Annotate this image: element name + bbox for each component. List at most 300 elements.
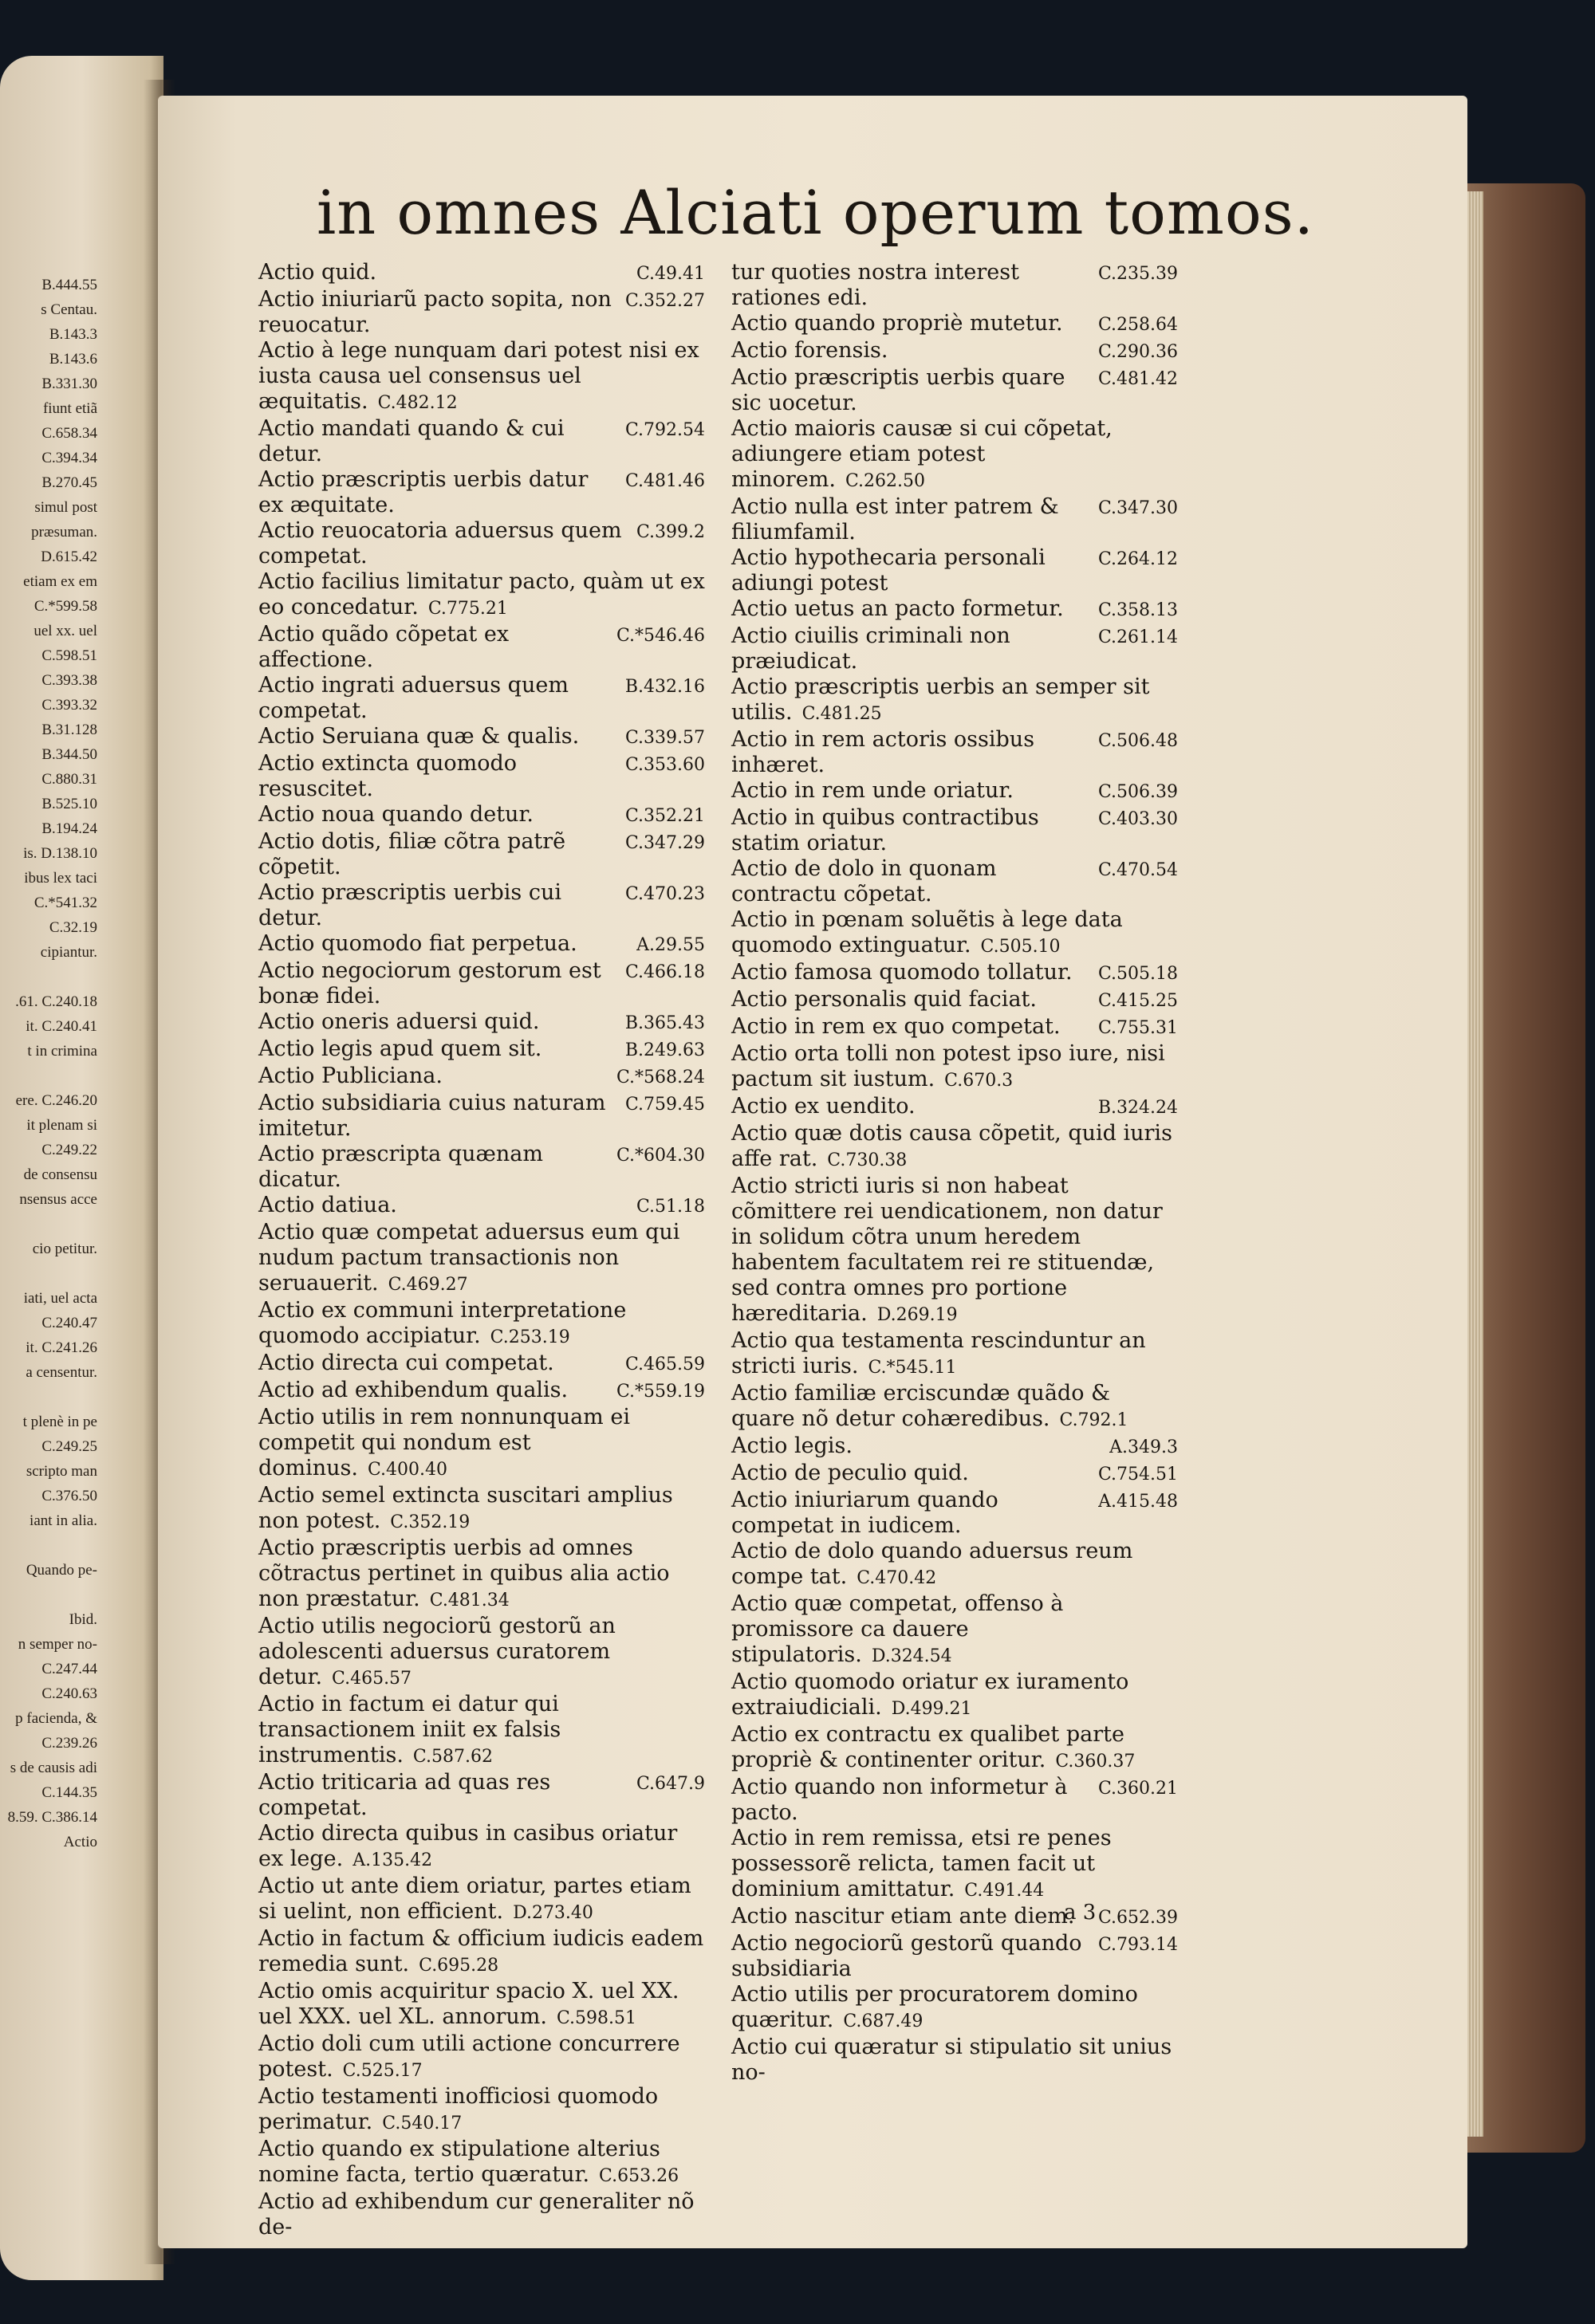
index-entry [731,1041,1178,1094]
entry-text: Actio quæ dotis causa cõpetit, quid iuris affe rat. [731,1121,1172,1171]
entry-text: Actio in rem remissa, etsi re penes possessorẽ relicta, tamen facit ut dominium amittatur. [731,1826,1112,1901]
entry-text: Actio hypothecaria personali adiungi potest [731,545,1046,596]
index-entry [731,805,1178,856]
entry-reference: C.647.9 [636,1774,705,1794]
index-entry [258,1979,705,2031]
entry-reference: A.349.3 [1109,1437,1178,1457]
entry-text: Actio stricti iuris si non habeat cõmittere rei uendicationem, non datur in solidum cõtra unum heredem habentem facultatem rei re stituendæ, sed contra omnes pro portione hæreditaria. [731,1174,1163,1326]
index-entry [731,596,1178,623]
margin-fragment: a censentur. [26,1364,97,1381]
entry-text: Actio cui quæratur si stipulatio sit unius no- [731,2035,1172,2085]
margin-fragment: D.615.42 [41,549,97,565]
index-entry [258,1036,705,1064]
index-entry [258,724,705,751]
entry-text: Actio negociorum gestorum est bonæ fidei. [258,958,601,1009]
entry-text: Actio utilis negociorũ gestorũ an adolescenti aduersus curatorem detur. [258,1614,616,1689]
index-entry [258,1351,705,1378]
index-entry [258,569,705,622]
entry-text: Actio in rem unde oriatur. [731,778,1014,803]
margin-fragment [0,1583,97,1607]
margin-fragment: it. C.240.41 [26,1018,97,1035]
entry-reference: C.465.59 [624,1355,705,1374]
index-entry [258,1614,705,1692]
entry-reference: C.506.48 [1097,731,1178,751]
entry-reference: C.352.19 [390,1512,471,1532]
index-entry [258,958,705,1009]
margin-fragment [0,1385,97,1410]
index-entry [258,751,705,802]
margin-fragment: C.144.35 [41,1784,97,1801]
margin-fragment: de consensu [23,1166,97,1183]
entry-text: Actio legis. [731,1433,853,1458]
margin-fragment: ibus lex taci [24,870,97,887]
entry-reference: C.415.25 [1097,991,1178,1011]
margin-fragment: C.*541.32 [33,895,97,911]
index-entry [258,1874,705,1926]
entry-reference: C.505.18 [1097,964,1178,984]
entry-text: Actio ad exhibendum cur generaliter nõ de- [258,2189,695,2239]
index-entry [258,467,705,518]
margin-fragment: C.880.31 [41,771,97,788]
entry-text: Actio orta tolli non potest ipso iure, nisi pactum sit iustum. [731,1041,1165,1091]
entry-text: Actio noua quando detur. [258,802,534,827]
entry-text: Actio quæ competat, offenso à promissore ca dauere stipulatoris. [731,1591,1064,1667]
margin-fragment: C.394.34 [41,450,97,466]
index-entry [731,1433,1178,1461]
entry-text: Actio subsidiaria cuius naturam imitetur. [258,1091,606,1141]
entry-reference: C.754.51 [1097,1465,1178,1484]
entry-reference: C.358.13 [1097,600,1178,620]
margin-fragment: Ibid. [69,1611,97,1628]
index-entry [731,856,1178,907]
entry-reference: C.598.51 [556,2008,636,2028]
entry-reference: A.135.42 [352,1850,433,1870]
index-entry [731,1775,1178,1826]
entry-reference: C.653.26 [599,2166,679,2186]
entry-reference: C.469.27 [388,1275,468,1295]
entry-text: Actio forensis. [731,338,888,363]
left-page-margin-fragments [0,273,97,1854]
entry-text: Actio iniuriarũ pacto sopita, non reuocatur. [258,287,612,337]
entry-text: Actio quando propriè mutetur. [731,311,1063,336]
book-cover-edge [1466,183,1585,2153]
index-entry [258,1142,705,1193]
margin-fragment: t plenè in pe [22,1414,97,1430]
entry-reference: C.470.42 [857,1568,937,1588]
margin-fragment: p facienda, & [15,1710,97,1727]
index-entry [731,1461,1178,1488]
index-entry [258,802,705,829]
entry-text: Actio mandati quando & cui detur. [258,416,565,466]
margin-fragment: B.525.10 [41,796,97,812]
index-entry [258,1692,705,1770]
margin-fragment: t in crimina [27,1043,97,1060]
left-page [0,56,163,2280]
entry-text: Actio legis apud quem sit. [258,1036,542,1061]
index-entry [731,674,1178,727]
margin-fragment: .61. C.240.18 [15,993,97,1010]
index-entry [731,907,1178,960]
margin-fragment: B.331.30 [41,376,97,392]
margin-fragment: iati, uel acta [23,1290,97,1307]
entry-text: tur quoties nostra interest rationes edi. [731,260,1019,310]
entry-text: Actio omis acquiritur spacio X. uel XX. uel XXX. uel XL. annorum. [258,1979,679,2029]
entry-text: Actio præscriptis uerbis ad omnes cõtractus pertinet in quibus alia actio non præstatur. [258,1536,670,1611]
margin-fragment: cipiantur. [40,944,97,961]
entry-reference: C.482.12 [377,393,458,413]
margin-fragment: it. C.241.26 [26,1339,97,1356]
index-entry [731,1904,1178,1931]
index-entry [258,2031,705,2084]
index-entry [731,727,1178,778]
entry-text: Actio familiæ erciscundæ quãdo & quare nõ detur cohæredibus. [731,1381,1111,1431]
index-entry [258,1770,705,1821]
entry-reference: C.*568.24 [616,1068,705,1087]
entry-reference: C.687.49 [843,2011,924,2031]
index-entry [731,338,1178,365]
index-entry [258,1821,705,1874]
entry-text: Actio in rem ex quo competat. [731,1014,1061,1039]
margin-fragment: scripto man [26,1463,97,1480]
entry-text: Actio maioris causæ si cui cõpetat, adiungere etiam potest minorem. [731,416,1113,492]
entry-reference: C.525.17 [342,2061,423,2081]
entry-reference: C.*546.46 [616,626,705,646]
index-entry [731,1014,1178,1041]
margin-fragment: B.270.45 [41,474,97,491]
entry-reference: C.*559.19 [616,1382,705,1402]
entry-reference: C.481.34 [429,1591,510,1610]
margin-fragment: ere. C.246.20 [15,1092,97,1109]
entry-reference: C.465.57 [332,1669,412,1689]
entry-text: Actio Publiciana. [258,1064,443,1088]
entry-text: Actio utilis per procuratorem domino quæritur. [731,1982,1138,2032]
index-entry [731,1174,1178,1328]
entry-reference: C.491.44 [964,1881,1045,1901]
entry-reference: B.432.16 [624,677,705,697]
index-entry [731,1381,1178,1433]
index-entry [258,2084,705,2137]
entry-text: Actio ciuilis criminali non præiudicat. [731,623,1010,674]
entry-text: Actio directa quibus in casibus oriatur ex lege. [258,1821,678,1871]
index-entry [258,518,705,569]
margin-fragment: C.393.32 [41,697,97,714]
entry-reference: C.253.19 [490,1327,570,1347]
entry-text: Actio in factum & officium iudicis eadem remedia sunt. [258,1926,704,1976]
entry-reference: C.347.30 [1097,498,1178,518]
index-entry [731,1722,1178,1775]
entry-reference: C.481.46 [624,471,705,491]
margin-fragment: s Centau. [41,301,97,318]
entry-reference: B.249.63 [624,1040,705,1060]
entry-text: Actio quãdo cõpetat ex affectione. [258,622,510,672]
entry-reference: C.792.54 [624,420,705,440]
entry-text: Actio negociorũ gestorũ quando subsidiaria [731,1931,1082,1981]
entry-reference: C.481.25 [801,704,882,724]
entry-text: Actio præscriptis uerbis an semper sit utilis. [731,674,1150,725]
margin-fragment: iant in alia. [30,1512,97,1529]
index-entry [258,1405,705,1483]
margin-fragment: C.32.19 [49,919,97,936]
entry-text: Actio datiua. [258,1193,397,1217]
index-entry [258,1298,705,1351]
index-entry [258,1926,705,1979]
entry-text: Actio à lege nunquam dari potest nisi ex iusta causa uel consensus uel æquitatis. [258,338,699,414]
entry-reference: C.*545.11 [868,1358,957,1378]
margin-fragment: Actio [63,1834,97,1850]
entry-reference: C.793.14 [1097,1935,1178,1955]
margin-fragment: simul post [34,499,97,516]
entry-text: Actio quando ex stipulatione alterius nomine facta, tertio quæratur. [258,2137,660,2187]
index-entry [731,1826,1178,1904]
margin-fragment: cio petitur. [32,1241,97,1257]
margin-fragment: C.658.34 [41,425,97,442]
entry-reference: C.540.17 [382,2114,463,2133]
margin-fragment: B.143.6 [49,351,97,368]
entry-text: Actio reuocatoria aduersus quem competat. [258,518,622,568]
index-entry [258,2137,705,2189]
entry-text: Actio nascitur etiam ante diem. [731,1904,1075,1929]
margin-fragment: B.194.24 [41,820,97,837]
margin-fragment: C.598.51 [41,647,97,664]
margin-fragment: is. D.138.10 [23,845,97,862]
entry-text: Actio in pœnam soluẽtis à lege data quomodo extinguatur. [731,907,1123,958]
index-entry [731,623,1178,674]
entry-reference: A.415.48 [1098,1492,1178,1512]
entry-reference: C.399.2 [636,522,705,542]
index-entry [258,416,705,467]
entry-text: Actio præscriptis uerbis datur ex æquitate. [258,467,589,517]
entry-text: Actio nulla est inter patrem & filiumfamil. [731,494,1059,545]
entry-text: Actio Seruiana quæ & qualis. [258,724,580,749]
entry-text: Actio ex communi interpretatione quomodo accipiatur. [258,1298,627,1348]
margin-fragment: C.247.44 [41,1661,97,1677]
entry-reference: C.506.39 [1097,782,1178,802]
margin-fragment: præsuman. [31,524,97,541]
entry-reference: C.470.54 [1097,860,1178,880]
entry-text: Actio personalis quid faciat. [731,987,1037,1012]
entry-text: Actio in rem actoris ossibus inhæret. [731,727,1035,777]
entry-text: Actio ut ante diem oriatur, partes etiam si uelint, non efficient. [258,1874,691,1924]
margin-fragment: Quando pe- [26,1562,97,1579]
index-entry [258,1091,705,1142]
entry-reference: C.505.10 [980,937,1061,957]
entry-reference: C.759.45 [624,1095,705,1115]
index-entry [731,311,1178,338]
entry-text: Actio de dolo quando aduersus reum compe tat. [731,1539,1133,1589]
entry-reference: C.775.21 [427,599,508,619]
entry-reference: C.481.42 [1097,369,1178,389]
entry-text: Actio triticaria ad quas res competat. [258,1770,551,1820]
entry-text: Actio præscriptis uerbis quare sic uocetur. [731,365,1065,415]
index-entry [731,1931,1178,1982]
index-entry [258,1536,705,1614]
entry-text: Actio præscripta quænam dicatur. [258,1142,543,1192]
margin-fragment: fiunt etiã [42,400,97,417]
index-entry [258,1378,705,1405]
index-entry [258,673,705,724]
entry-reference: C.695.28 [419,1956,499,1976]
margin-fragment: uel xx. uel [33,623,97,639]
index-entry [731,1982,1178,2035]
entry-text: Actio quando non informetur à pacto. [731,1775,1068,1825]
entry-reference: C.755.31 [1097,1018,1178,1038]
page-title: in omnes Alciati operum tomos. [317,177,1314,248]
entry-text: Actio utilis in rem nonnunquam ei competit qui nondum est dominus. [258,1405,630,1481]
entry-reference: C.400.40 [368,1460,448,1480]
entry-reference: C.360.37 [1055,1752,1136,1772]
index-column-left [258,260,705,2240]
entry-reference: A.29.55 [636,935,705,955]
index-entry [731,260,1178,311]
entry-text: Actio quid. [258,260,377,285]
entry-reference: C.360.21 [1097,1779,1178,1799]
margin-fragment [0,1212,97,1237]
index-entry [258,287,705,338]
index-entry [731,416,1178,494]
entry-text: Actio quomodo oriatur ex iuramento extraiudiciali. [731,1669,1129,1720]
entry-reference: C.730.38 [827,1150,908,1170]
entry-text: Actio iniuriarum quando competat in iudicem. [731,1488,998,1538]
margin-fragment: etiam ex em [23,573,97,590]
index-entry [258,1483,705,1536]
entry-text: Actio ex contractu ex qualibet parte propriè & continenter oritur. [731,1722,1124,1772]
margin-fragment: B.444.55 [41,277,97,293]
index-entry [258,1064,705,1091]
entry-reference: C.587.62 [412,1747,493,1767]
index-entry [731,1094,1178,1121]
entry-reference: C.670.3 [944,1071,1014,1091]
entry-text: Actio extincta quomodo resuscitet. [258,751,517,801]
entry-reference: C.49.41 [636,264,705,284]
index-entry [731,778,1178,805]
entry-reference: D.499.21 [891,1699,972,1719]
index-entry [731,1121,1178,1174]
entry-reference: C.470.23 [624,884,705,904]
index-entry [731,1539,1178,1591]
index-entry [258,1220,705,1298]
margin-fragment [0,1064,97,1088]
margin-fragment: C.239.26 [41,1735,97,1752]
index-entry [258,622,705,673]
index-column-right [731,260,1178,2087]
index-entry [731,1591,1178,1669]
entry-text: Actio directa cui competat. [258,1351,554,1375]
index-entry [258,880,705,931]
entry-reference: C.652.39 [1097,1908,1178,1928]
margin-fragment: it plenam si [26,1117,97,1134]
index-entry [731,494,1178,545]
entry-text: Actio semel extincta suscitari amplius non potest. [258,1483,673,1533]
index-entry [258,1193,705,1220]
index-entry [258,260,705,287]
margin-fragment: B.143.3 [49,326,97,343]
entry-reference: C.261.14 [1097,627,1178,647]
entry-reference: C.262.50 [845,471,925,491]
entry-text: Actio ex uendito. [731,1094,916,1119]
margin-fragment: B.344.50 [41,746,97,763]
entry-reference: C.466.18 [624,962,705,982]
margin-fragment: s de causis adi [10,1760,97,1776]
entry-text: Actio de dolo in quonam contractu cõpetat. [731,856,997,906]
entry-reference: C.290.36 [1097,342,1178,362]
index-entry [258,2189,705,2240]
entry-reference: D.269.19 [876,1305,958,1325]
index-entry [258,931,705,958]
index-entry [258,338,705,416]
index-entry [731,960,1178,987]
entry-text: Actio in factum ei datur qui transactionem iniit ex falsis instrumentis. [258,1692,561,1768]
entry-reference: C.403.30 [1097,809,1178,829]
margin-fragment: C.240.63 [41,1685,97,1702]
margin-fragment: C.249.25 [41,1438,97,1455]
index-entry [731,1328,1178,1381]
entry-text: Actio dotis, filiæ cõtra patrẽ cõpetit. [258,829,566,879]
margin-fragment [0,965,97,989]
entry-text: Actio testamenti inofficiosi quomodo perimatur. [258,2084,659,2134]
index-entry [258,1009,705,1036]
entry-reference: C.339.57 [624,728,705,748]
margin-fragment: C.376.50 [41,1488,97,1504]
margin-fragment: B.31.128 [41,722,97,738]
entry-reference: C.258.64 [1097,315,1178,335]
index-entry [731,1669,1178,1722]
margin-fragment: C.393.38 [41,672,97,689]
margin-fragment [0,1533,97,1558]
entry-text: Actio famosa quomodo tollatur. [731,960,1073,985]
entry-reference: B.365.43 [624,1013,705,1033]
margin-fragment: C.*599.58 [33,598,97,615]
index-entry [731,365,1178,416]
entry-reference: C.*604.30 [616,1146,705,1166]
entry-reference: C.353.60 [624,755,705,775]
margin-fragment: C.240.47 [41,1315,97,1331]
index-entry [731,987,1178,1014]
entry-text: Actio oneris aduersi quid. [258,1009,540,1034]
margin-fragment: 8.59. C.386.14 [7,1809,97,1826]
margin-fragment [0,1261,97,1286]
signature-mark: a 3 [1064,1901,1097,1925]
entry-text: Actio ingrati aduersus quem competat. [258,673,569,723]
entry-text: Actio uetus an pacto formetur. [731,596,1064,621]
entry-text: Actio ad exhibendum qualis. [258,1378,569,1402]
entry-reference: D.324.54 [871,1646,952,1666]
margin-fragment: C.249.22 [41,1142,97,1158]
entry-text: Actio quæ competat aduersus eum qui nudum pactum transactionis non seruauerit. [258,1220,680,1296]
margin-fragment: nsensus acce [19,1191,97,1208]
entry-text: Actio quomodo fiat perpetua. [258,931,577,956]
entry-reference: C.352.27 [624,291,705,311]
entry-reference: D.273.40 [513,1903,593,1923]
entry-reference: C.347.29 [624,833,705,853]
entry-text: Actio in quibus contractibus statim oriatur. [731,805,1039,855]
entry-text: Actio doli cum utili actione concurrere potest. [258,2031,680,2082]
index-entry [731,545,1178,596]
index-entry [731,1488,1178,1539]
margin-fragment: n semper no- [18,1636,97,1653]
entry-text: Actio facilius limitatur pacto, quàm ut ex eo concedatur. [258,569,705,619]
index-entry [731,2035,1178,2087]
entry-reference: C.352.21 [624,806,705,826]
entry-reference: B.324.24 [1097,1098,1178,1118]
entry-reference: C.235.39 [1097,264,1178,284]
entry-text: Actio præscriptis uerbis cui detur. [258,880,562,930]
entry-reference: C.51.18 [636,1197,705,1217]
entry-reference: C.792.1 [1059,1410,1128,1430]
entry-text: Actio de peculio quid. [731,1461,969,1485]
entry-reference: C.264.12 [1097,549,1178,569]
entry-text: Actio qua testamenta rescinduntur an stricti iuris. [731,1328,1146,1378]
index-entry [258,829,705,880]
